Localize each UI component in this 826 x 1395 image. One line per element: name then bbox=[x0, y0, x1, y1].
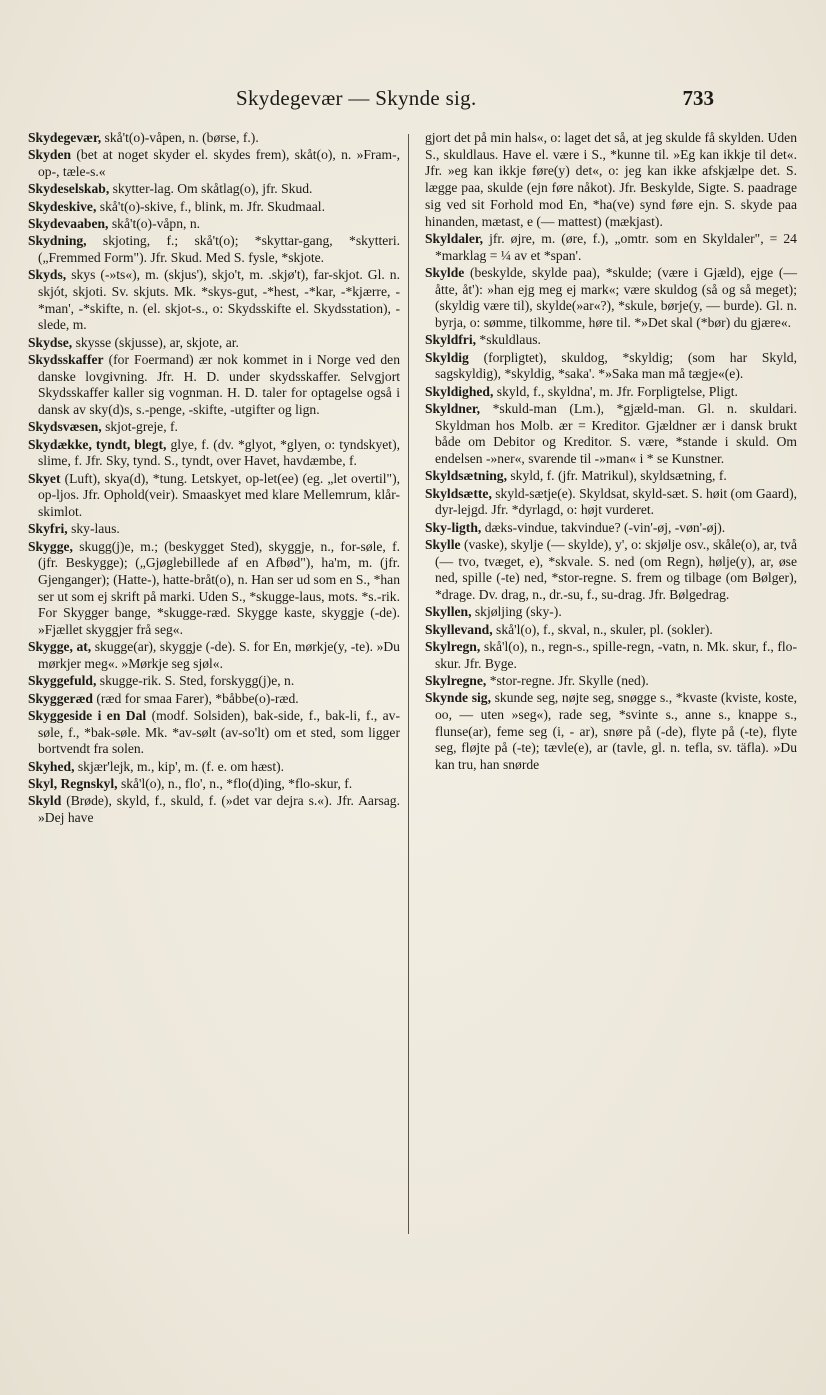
dictionary-entry bbox=[425, 537, 797, 604]
dictionary-entry bbox=[28, 437, 400, 470]
entry-headword: Skyggeræd bbox=[28, 690, 93, 706]
dictionary-entry bbox=[28, 776, 400, 793]
dictionary-entry bbox=[28, 267, 400, 334]
dictionary-entry bbox=[28, 639, 400, 672]
entry-headword: Skyds, bbox=[28, 267, 67, 283]
dictionary-entry bbox=[425, 690, 797, 774]
dictionary-entry bbox=[425, 486, 797, 519]
entry-definition: (forpligtet), skuldog, *skyldig; (som har Skyld, sagskyldig), *skyldig, *saka'. *»Saka man må tægje«(e). bbox=[435, 349, 797, 382]
entry-headword: Skyllevand, bbox=[425, 621, 493, 637]
dictionary-entry bbox=[28, 233, 400, 266]
entry-definition: (ræd for smaa Farer), *båbbe(o)-ræd. bbox=[96, 690, 299, 706]
running-head: Skydegevær — Skynde sig. bbox=[236, 86, 477, 110]
entry-definition: skå't(o)-skive, f., blink, m. Jfr. Skudmaal. bbox=[99, 198, 325, 214]
entry-definition: gjort det på min hals«, o: laget det så, at jeg skulde få skylden. Uden S., skuldlaus. Have el. være i S., *kunne til. »Eg kan ikkje til det«. Jfr. »eg kan ikkje føre(y) det«, o: jeg kan ikke afskjælpe det. S. lægge paa, skulde (ejn føre nåkot). Jfr. Beskylde, Sigte. S. paadrage sig ved sit Forhold mod En, *ha(ve) synd føre ejn. S. skyde paa hinanden, mætast, e (— mattest) (mækjast). bbox=[425, 130, 797, 229]
dictionary-entry bbox=[28, 352, 400, 419]
dictionary-entry bbox=[28, 419, 400, 436]
entry-definition: skunde seg, nøjte seg, snøgge s., *kvaste (kviste, koste, oo, — uten »seg«), rade seg, *svinte s., anne s., knappe s., flunse(ar), feme seg (i, - ar), snøre på (-de), flyte på (-te), flyte seg, fløjte på (-te); tævle(e), ar (tavle, gl. n. tefla, sv. täfla). »Du kan tru, han snørde bbox=[435, 690, 798, 772]
entry-headword: Skyhed, bbox=[28, 758, 75, 774]
entry-headword: Skydække, tyndt, blegt, bbox=[28, 436, 167, 452]
dictionary-entry bbox=[28, 471, 400, 521]
dictionary-entry bbox=[28, 793, 400, 826]
entry-headword: Skydegevær, bbox=[28, 130, 102, 145]
entry-headword: Skyldfri, bbox=[425, 332, 476, 348]
dictionary-entry bbox=[425, 401, 797, 468]
dictionary-entry bbox=[28, 147, 400, 180]
entry-definition: skyld, f., skyldna', m. Jfr. Forpligtelse, Pligt. bbox=[496, 383, 738, 399]
dictionary-entry bbox=[425, 350, 797, 383]
entry-headword: Skyldner, bbox=[425, 400, 481, 416]
entry-definition: (beskylde, skylde paa), *skulde; (være i Gjæld), ejge (— åtte, åt'): »han ejg meg ej mark«; være skuldog (så og så meget); (skyldig være til), skylde(»ar«?), *skule, børje(y, — burde). Gl. n. byrja, o: sømme, tilkomme, høre til. *»Det skal (*bør) du gjære«. bbox=[435, 264, 797, 330]
entry-definition: skå't(o)-våpen, n. (børse, f.). bbox=[104, 130, 259, 145]
page-number: 733 bbox=[682, 86, 714, 110]
entry-headword: Skyllen, bbox=[425, 604, 472, 620]
entry-definition: skjoting, f.; skå't(o); *skyttar-gang, *skytteri. („Fremmed Form"). Jfr. Skud. Med S. fysle, *skjote. bbox=[38, 233, 400, 265]
entry-headword: Skydevaaben, bbox=[28, 215, 109, 231]
dictionary-entry bbox=[28, 130, 400, 147]
entry-definition: skjot-greje, f. bbox=[105, 419, 178, 435]
entry-headword: Skylregne, bbox=[425, 672, 487, 688]
entry-headword: Skyggefuld, bbox=[28, 673, 97, 689]
entry-headword: Skygge, at, bbox=[28, 639, 92, 655]
entry-headword: Skyfri, bbox=[28, 521, 68, 537]
entry-definition: skå'l(o), n., regn-s., spille-regn, -vatn, n. Mk. skur, f., flo-skur. Jfr. Byge. bbox=[435, 638, 797, 671]
entry-definition: (vaske), skylje (— skylde), y', o: skjølje osv., skåle(o), ar, två (— tvo, tvæget, e), *skvale. S. ned (om Regn), hølje(y), ar, øse ned, spille (-te) ned, *stor-regne. S. frem og tilbage (om Bølger), *drage. Dv. drag, n., dr.-su, f., su-drag. Jfr. Bølgedrag. bbox=[435, 536, 797, 602]
entry-headword: Skydsvæsen, bbox=[28, 419, 102, 435]
entry-definition: skjær'lejk, m., kip', m. (f. e. om hæst). bbox=[77, 758, 285, 774]
entry-definition: *skuldlaus. bbox=[479, 332, 541, 348]
entry-definition: skugge-rik. S. Sted, forskygg(j)e, n. bbox=[99, 673, 295, 689]
entry-definition: skyld, f. (jfr. Matrikul), skyldsætning, f. bbox=[510, 468, 727, 484]
entry-headword: Skydeskive, bbox=[28, 198, 97, 214]
entry-headword: Skylde bbox=[425, 264, 465, 280]
entry-definition: (Brøde), skyld, f., skuld, f. (»det var dejra s.«). Jfr. Aarsag. »Dej have bbox=[38, 793, 400, 825]
dictionary-entry bbox=[28, 521, 400, 538]
entry-headword: Skydning, bbox=[28, 233, 87, 249]
dictionary-entry bbox=[425, 639, 797, 672]
dictionary-entry bbox=[28, 181, 400, 198]
dictionary-entry bbox=[425, 384, 797, 401]
dictionary-entry bbox=[28, 539, 400, 639]
entry-headword: Skylregn, bbox=[425, 638, 481, 654]
right-column bbox=[425, 130, 797, 774]
entry-headword: Skydsskaffer bbox=[28, 351, 104, 367]
entry-headword: Skydse, bbox=[28, 334, 73, 350]
dictionary-entry bbox=[28, 691, 400, 708]
entry-definition: skugg(j)e, m.; (beskygget Sted), skyggje, n., for-søle, f. (jfr. Beskygge); („Gjøglebillede af en Afbød"), ha'm, m. (jfr. Gjenganger); (Hatte-), hatte-bråt(o), n. Han ser ud som en S., *han ser ut som ej skrift på marki. Uden S., *skugge-laus, mots. *s.-rik. For Skygger bange, *skugge-ræd. Skygge kaste, skyggje (-de). »Fjællet skyggjer frå seg«. bbox=[38, 538, 400, 638]
entry-definition: dæks-vindue, takvindue? (-vin'-øj, -vøn'-øj). bbox=[484, 519, 726, 535]
entry-definition: (modf. Solsiden), bak-side, f., bak-li, f., av-søle, f., *bak-søle. Mk. *av-sølt (av-so'lt) om et sted, som ligger bortvendt fra solen. bbox=[38, 708, 401, 757]
entry-headword: Skyldighed, bbox=[425, 383, 494, 399]
entry-definition: glye, f. (dv. *glyot, *glyen, o: tyndskyet), slime, f. Jfr. Sky, tynd. S., tyndt, over Havet, havdæmbe, f. bbox=[38, 436, 400, 469]
entry-definition: skå't(o)-våpn, n. bbox=[111, 215, 201, 231]
entry-definition: *skuld-man (Lm.), *gjæld-man. Gl. n. skuldari. Skyldman hos Molb. ær = Kreditor. Gjældner ær i dansk brukt både om Debitor og Kreditor. S. være, *stande i skuld. Om endelsen -»ner«, svarende til -»man« i * se Kunstner. bbox=[435, 400, 797, 466]
entry-headword: Sky-ligth, bbox=[425, 519, 482, 535]
entry-definition: (bet at noget skyder el. skydes frem), skåt(o), n. »Fram-, op-, tæle-s.« bbox=[38, 147, 400, 179]
entry-definition: skys (-»ts«), m. (skjus'), skjo't, m. .skjø't), far-skjot. Gl. n. skjót, skjoti. Sv. skjuts. Mk. *skys-gut, -*hest, -*kar, -*kjærre, -*man', -*skifte, n. (el. skjot-s., o: Skydsskifte el. Skydsstation), -slede, m. bbox=[38, 267, 400, 333]
dictionary-entry bbox=[28, 708, 400, 758]
left-column bbox=[28, 130, 400, 827]
entry-definition: skugge(ar), skyggje (-de). S. for En, mørkje(y, -te). »Du mørkjer meg«. »Mørkje seg sjøl«. bbox=[38, 639, 400, 672]
entry-definition: skytter-lag. Om skåtlag(o), jfr. Skud. bbox=[112, 181, 313, 197]
entry-definition: skysse (skjusse), ar, skjote, ar. bbox=[75, 334, 239, 350]
entry-headword: Skydeselskab, bbox=[28, 181, 110, 197]
column-divider bbox=[408, 134, 409, 1234]
entry-headword: Skyldaler, bbox=[425, 230, 484, 246]
entry-headword: Skyldsætning, bbox=[425, 468, 507, 484]
dictionary-entry bbox=[425, 622, 797, 639]
entry-definition: (for Foermand) ær nok kommet in i Norge ved den danske lovgivning. Jfr. H. D. under skydsskaffer. Selvgjort Skydsskaffer kaller sig vognman. H. D. taler for optagelse også i dansk av sky(d)s, s.-penge, -skifte, -utgifter og lign. bbox=[38, 351, 400, 417]
entry-headword: Skyldsætte, bbox=[425, 485, 492, 501]
dictionary-entry bbox=[28, 199, 400, 216]
entry-headword: Skylle bbox=[425, 536, 461, 552]
dictionary-entry bbox=[28, 759, 400, 776]
entry-headword: Skyden bbox=[28, 147, 72, 163]
dictionary-entry bbox=[425, 520, 797, 537]
dictionary-entry bbox=[425, 130, 797, 230]
dictionary-entry bbox=[28, 216, 400, 233]
entry-headword: Skyggeside i en Dal bbox=[28, 708, 147, 723]
entry-definition: sky-laus. bbox=[71, 521, 120, 537]
entry-definition: skå'l(o), n., flo', n., *flo(d)ing, *flo-skur, f. bbox=[120, 776, 353, 791]
entry-headword: Skyldig bbox=[425, 349, 469, 365]
dictionary-entry bbox=[425, 332, 797, 349]
entry-headword: Skygge, bbox=[28, 538, 73, 554]
dictionary-entry bbox=[425, 673, 797, 690]
entry-definition: (Luft), skya(d), *tung. Letskyet, op-let(ee) (eg. „let overtil"), op-ljos. Jfr. Ophold(veir). Smaaskyet med klare Mellemrum, klår-skimlot. bbox=[38, 470, 400, 519]
dictionary-entry bbox=[28, 673, 400, 690]
dictionary-entry bbox=[425, 231, 797, 264]
dictionary-entry bbox=[425, 468, 797, 485]
dictionary-entry bbox=[425, 604, 797, 621]
entry-headword: Skyl, Regnskyl, bbox=[28, 776, 118, 791]
dictionary-entry bbox=[28, 335, 400, 352]
entry-headword: Skyet bbox=[28, 470, 61, 486]
dictionary-entry bbox=[425, 265, 797, 332]
entry-definition: skå'l(o), f., skval, n., skuler, pl. (sokler). bbox=[496, 621, 713, 637]
page-header bbox=[230, 86, 714, 114]
entry-definition: jfr. øjre, m. (øre, f.), „omtr. som en Skyldaler", = 24 *marklag = ¼ av et *span'. bbox=[435, 230, 797, 263]
entry-definition: skyld-sætje(e). Skyldsat, skyld-sæt. S. høit (om Gaard), dyr-lejgd. Jfr. *dyrlagd, o: højt vurderet. bbox=[435, 485, 797, 518]
entry-headword: Skyld bbox=[28, 793, 62, 809]
entry-definition: skjøljing (sky-). bbox=[474, 604, 562, 620]
entry-definition: *stor-regne. Jfr. Skylle (ned). bbox=[489, 672, 649, 688]
entry-headword: Skynde sig, bbox=[425, 690, 491, 706]
